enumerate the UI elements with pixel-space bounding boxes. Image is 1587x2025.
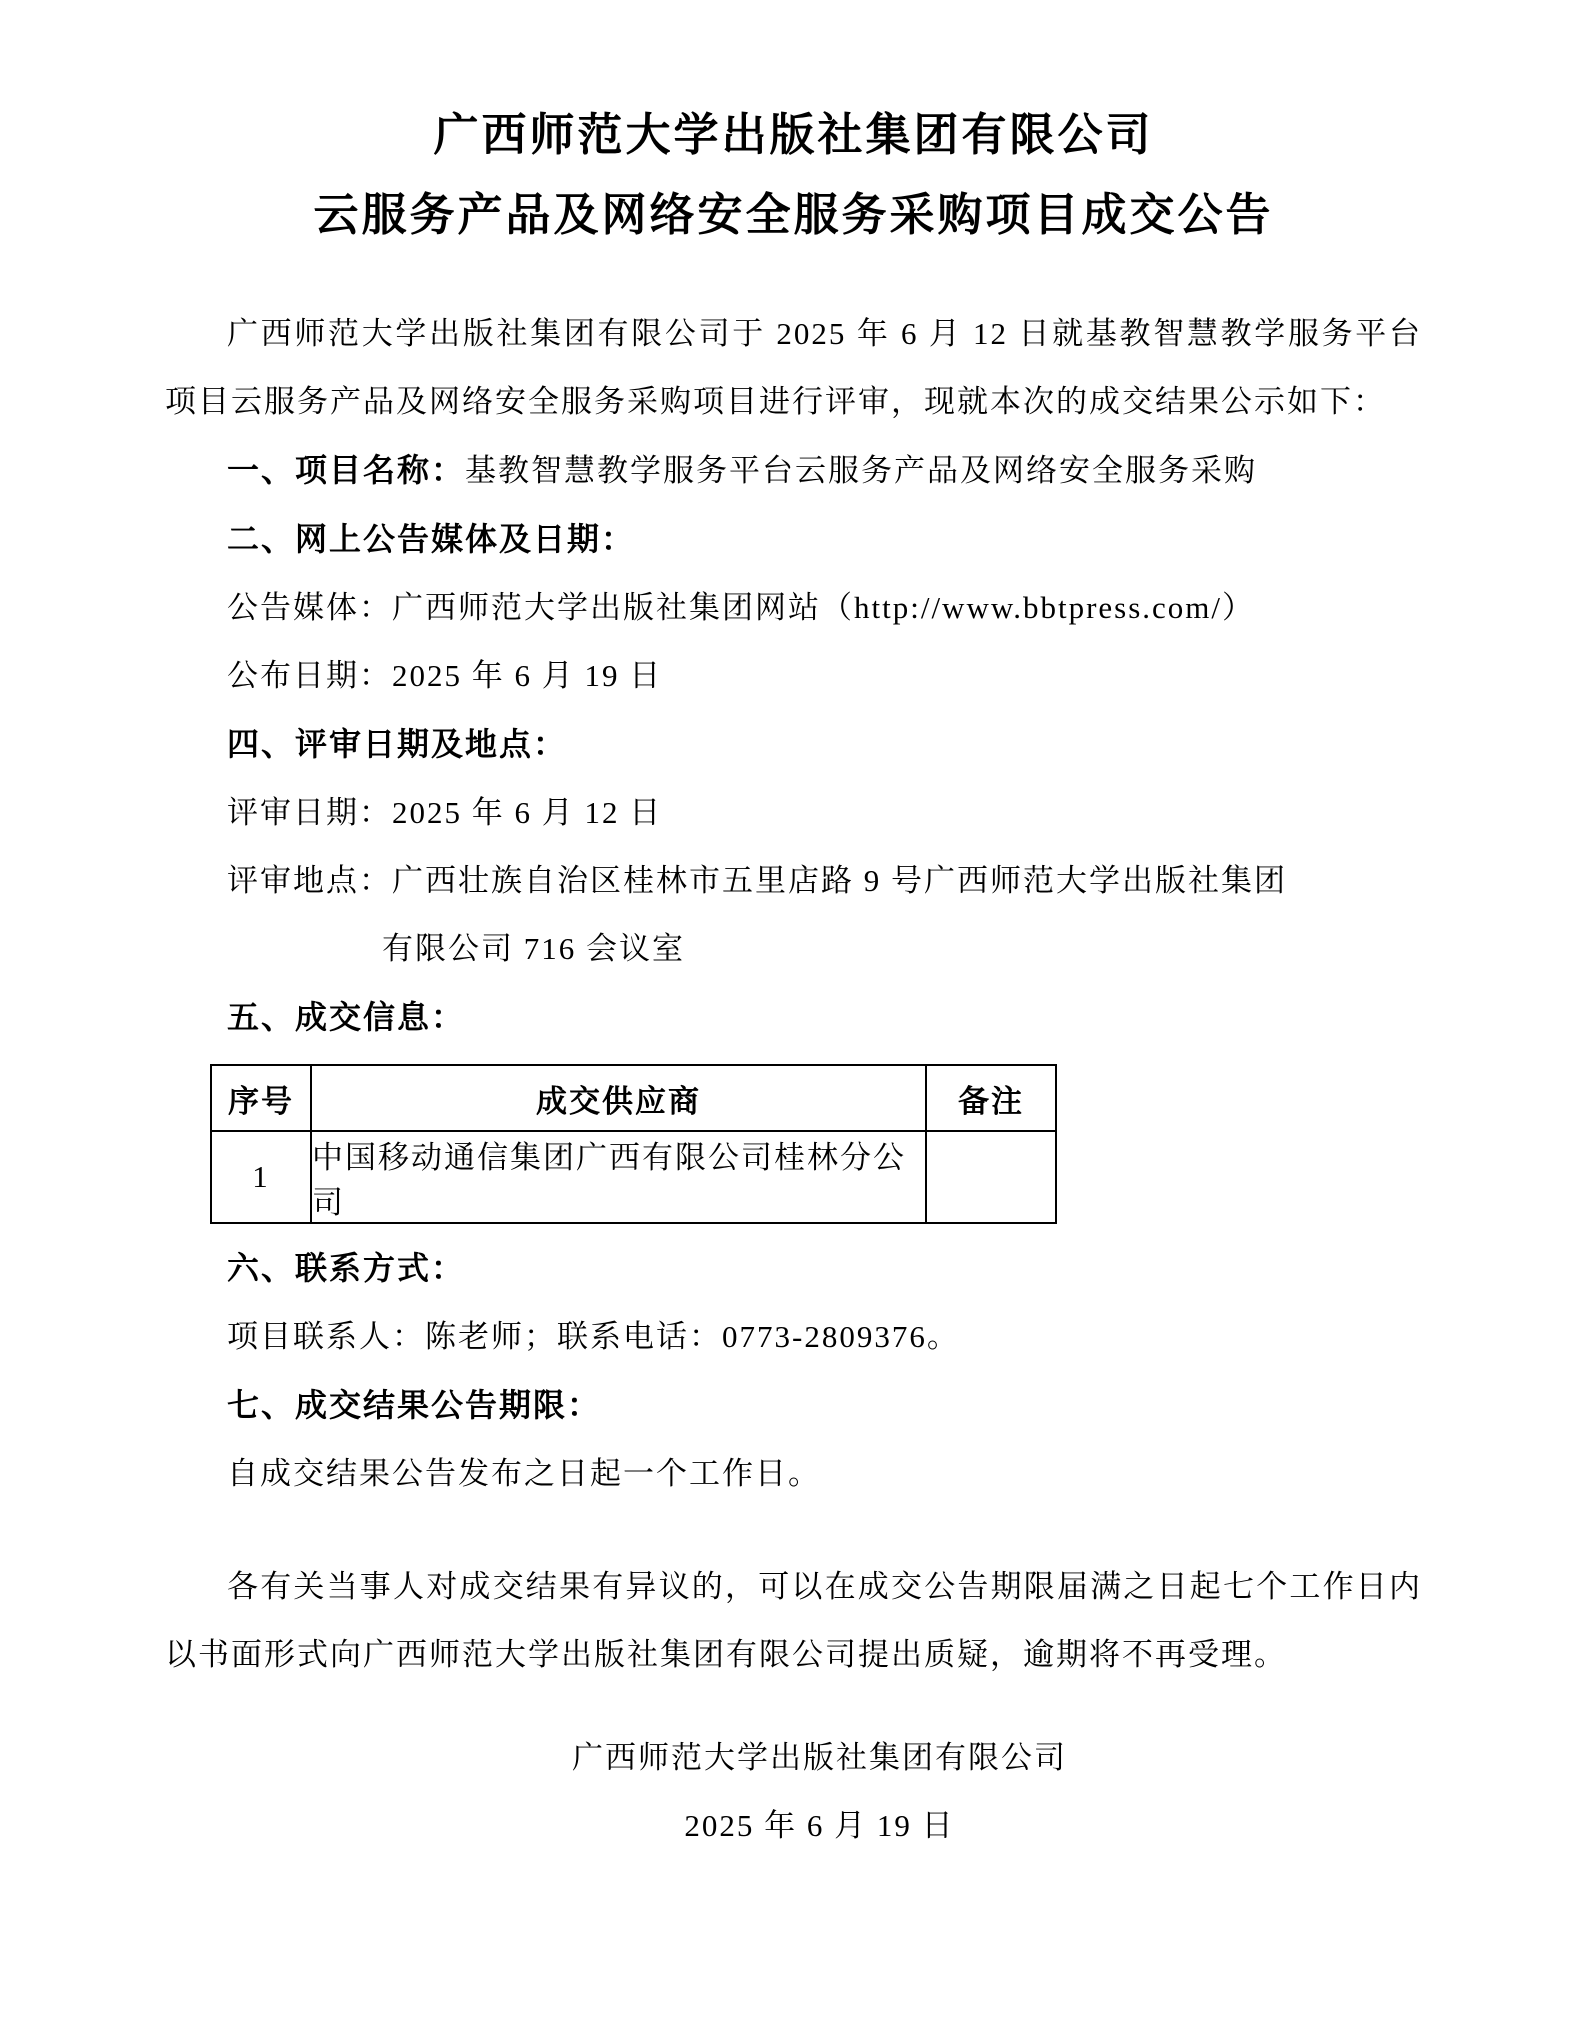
section-project-line — [165, 436, 1422, 505]
section-period-label: 七、成交结果公告期限： — [227, 1387, 602, 1423]
announcement-media-line: 公告媒体：广西师范大学出版社集团网站（http://www.bbtpress.com/） — [227, 590, 1256, 625]
signature-company: 广西师范大学出版社集团有限公司 — [572, 1740, 1067, 1775]
section-award-label: 五、成交信息： — [227, 999, 466, 1035]
section-award-heading — [165, 983, 1422, 1052]
cell-index: 1 — [211, 1131, 311, 1223]
period-line: 自成交结果公告发布之日起一个工作日。 — [227, 1456, 821, 1491]
cell-remark — [926, 1131, 1056, 1223]
column-header-index: 序号 — [211, 1065, 311, 1131]
intro-paragraph: 广西师范大学出版社集团有限公司于 2025 年 6 月 12 日就基教智慧教学服务平台项目云服务产品及网络安全服务采购项目进行评审，现就本次的成交结果公示如下： — [165, 316, 1422, 419]
award-table — [210, 1064, 1057, 1224]
review-place-line-2: 有限公司 716 会议室 — [382, 931, 685, 966]
section-period-heading — [165, 1371, 1422, 1440]
review-place-line-1: 评审地点：广西壮族自治区桂林市五里店路 9 号广西师范大学出版社集团 — [227, 863, 1287, 898]
title-line-1: 广西师范大学出版社集团有限公司 — [433, 110, 1154, 160]
section-contact-label: 六、联系方式： — [227, 1250, 466, 1286]
section-project-label: 一、项目名称： — [227, 452, 466, 488]
signature-block — [572, 1724, 1067, 1860]
announcement-publish-date-line: 公布日期：2025 年 6 月 19 日 — [227, 658, 663, 693]
award-table-row — [211, 1131, 1056, 1223]
section-announcement-label: 二、网上公告媒体及日期： — [227, 521, 636, 557]
document-title — [165, 95, 1422, 255]
review-place-line — [227, 847, 1422, 983]
signature-date: 2025 年 6 月 19 日 — [684, 1808, 955, 1843]
contact-line: 项目联系人：陈老师；联系电话：0773-2809376。 — [227, 1319, 960, 1354]
section-review-label: 四、评审日期及地点： — [227, 726, 568, 762]
column-header-supplier: 成交供应商 — [311, 1065, 926, 1131]
section-contact-heading — [165, 1234, 1422, 1303]
cell-supplier: 中国移动通信集团广西有限公司桂林分公司 — [311, 1131, 926, 1223]
title-line-2: 云服务产品及网络安全服务采购项目成交公告 — [313, 190, 1274, 240]
signature-area — [165, 1724, 1422, 1860]
section-project-value: 基教智慧教学服务平台云服务产品及网络安全服务采购 — [465, 453, 1258, 488]
review-date-line: 评审日期：2025 年 6 月 12 日 — [227, 795, 663, 830]
column-header-remark: 备注 — [926, 1065, 1056, 1131]
section-review-heading — [165, 710, 1422, 779]
award-table-header-row — [211, 1065, 1056, 1131]
objection-paragraph: 各有关当事人对成交结果有异议的，可以在成交公告期限届满之日起七个工作日内以书面形式向广西师范大学出版社集团有限公司提出质疑，逾期将不再受理。 — [165, 1569, 1422, 1672]
section-announcement-heading — [165, 505, 1422, 574]
